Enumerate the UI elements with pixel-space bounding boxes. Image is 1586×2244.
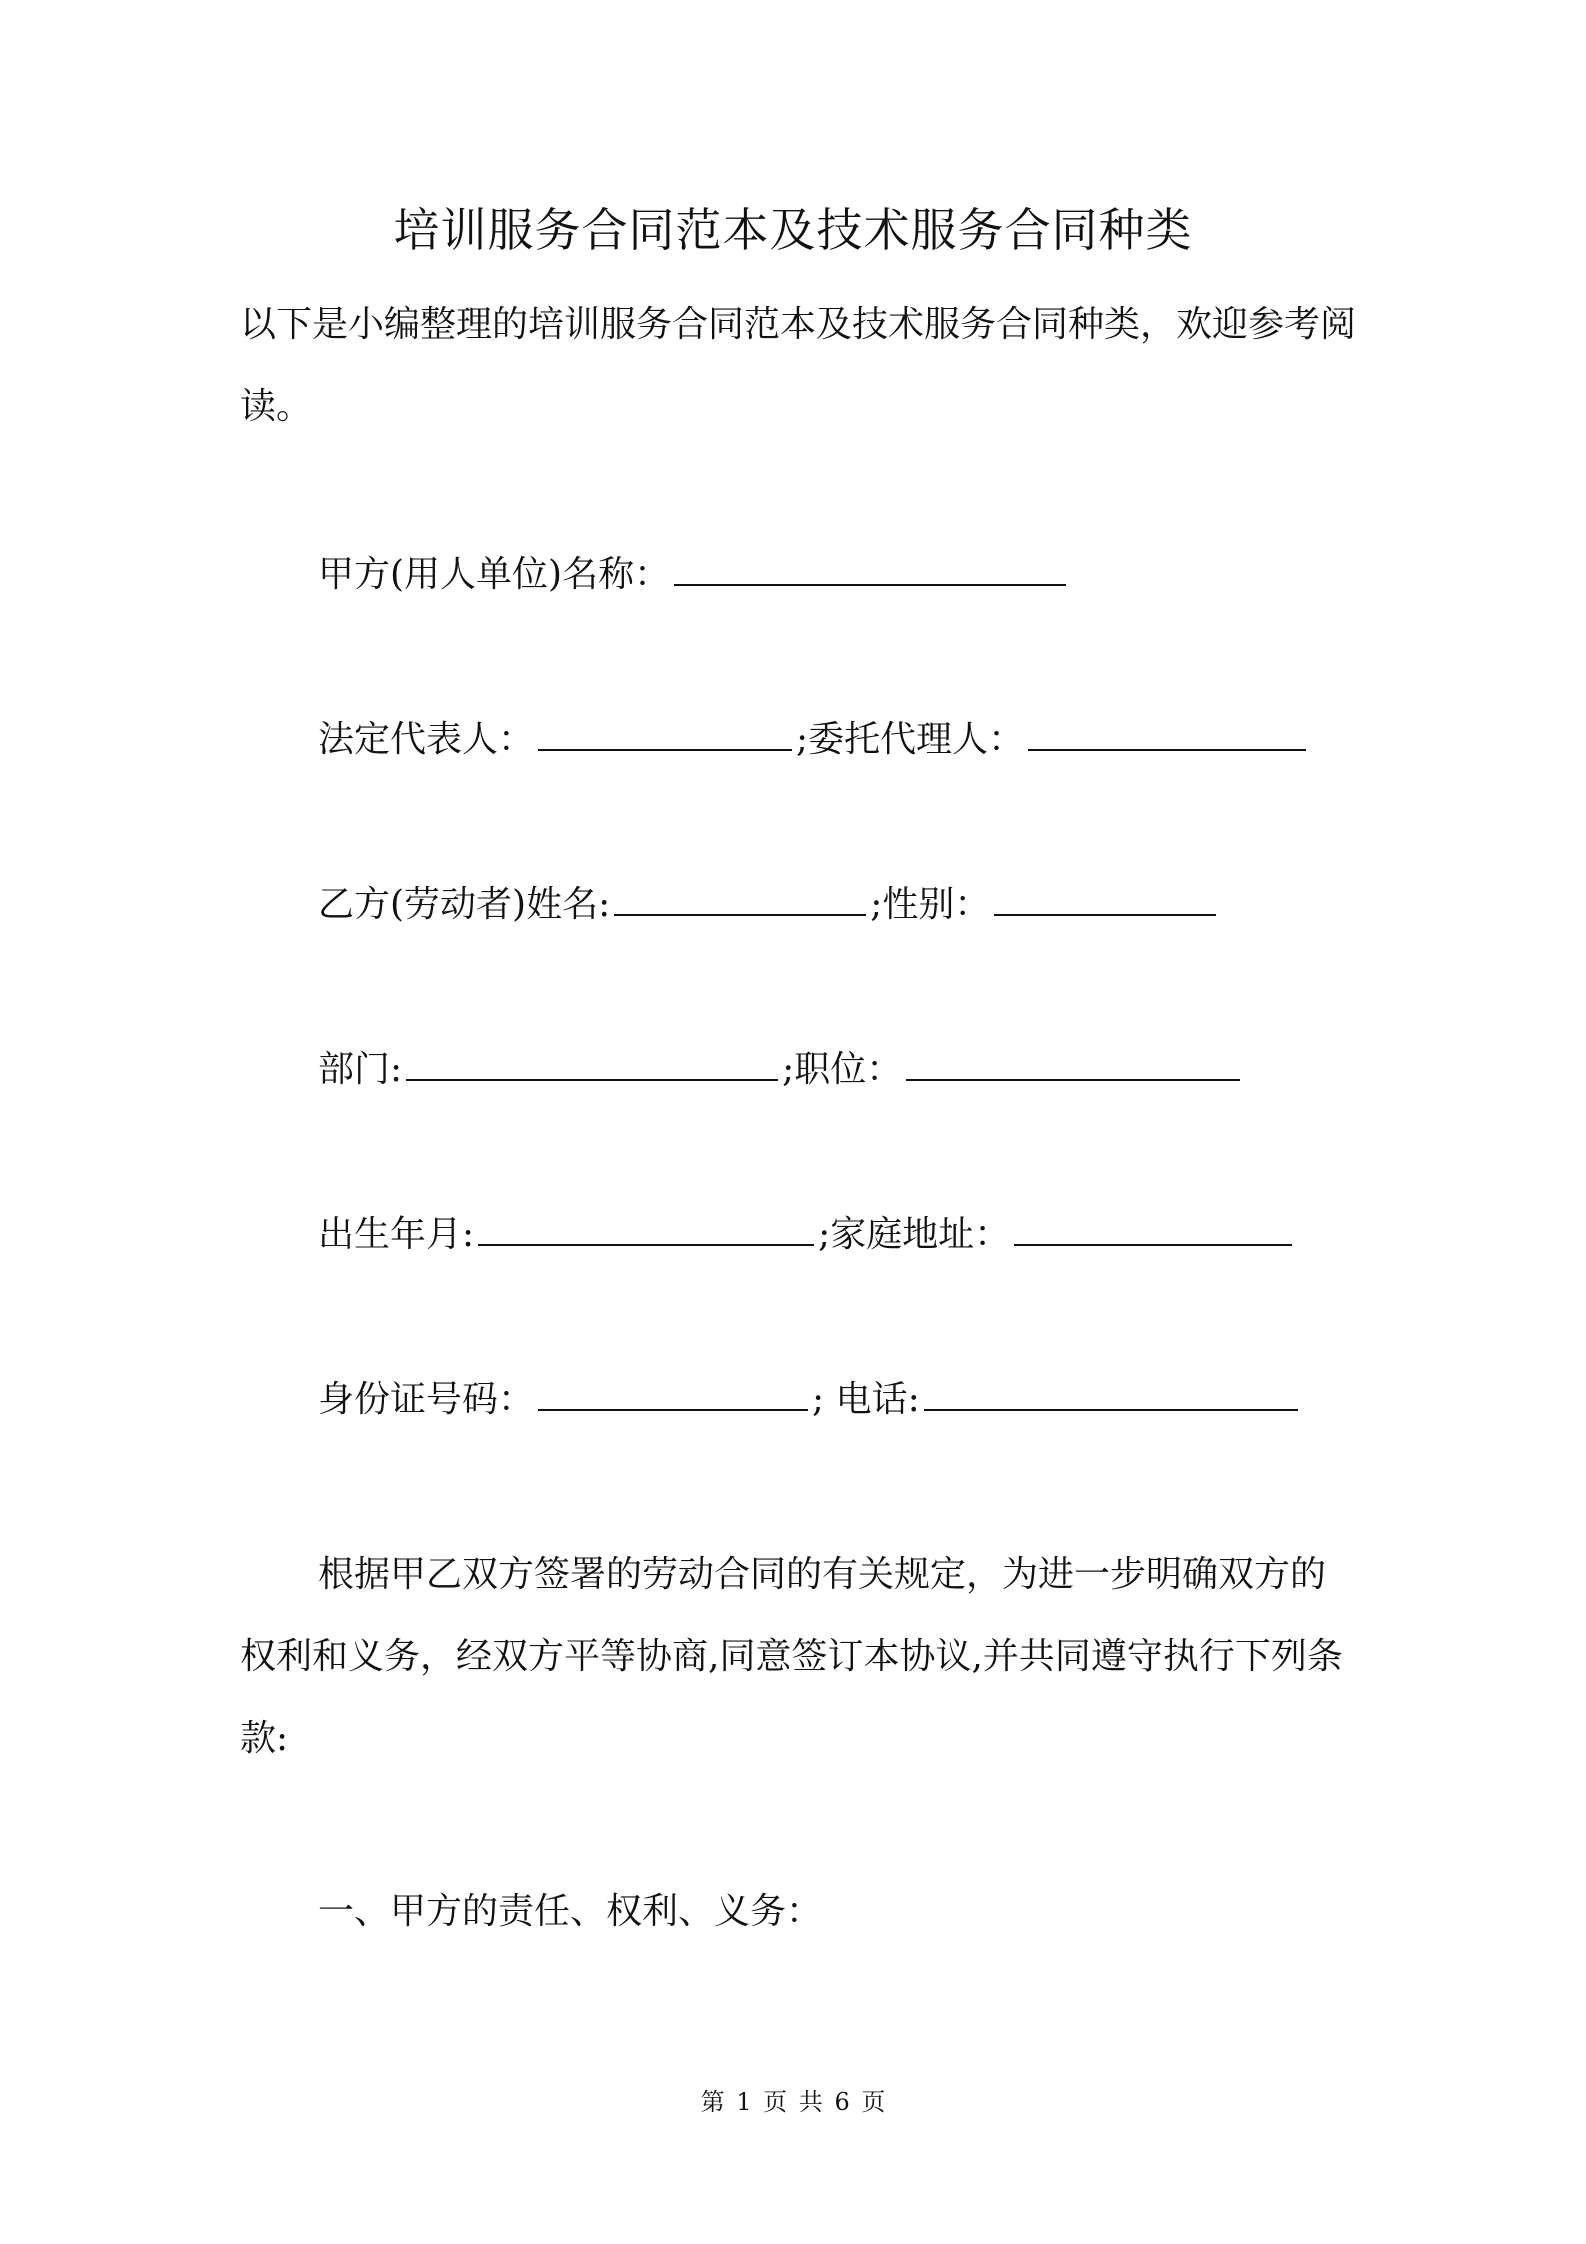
agent-blank: [1028, 713, 1306, 751]
party-a-name-label: 甲方(用人单位)名称：: [318, 554, 671, 595]
party-b-name-blank: [614, 878, 866, 916]
gender-blank: [994, 878, 1216, 916]
position-blank: [906, 1043, 1240, 1081]
party-b-name-label: 乙方(劳动者)姓名:: [318, 884, 611, 925]
birth-label: 出生年月:: [318, 1214, 475, 1255]
id-number-blank: [538, 1373, 808, 1411]
address-label: ;家庭地址：: [818, 1214, 1011, 1255]
birth-blank: [478, 1208, 814, 1246]
section-heading-1: 一、甲方的责任、权利、义务：: [318, 1891, 823, 1932]
department-blank: [406, 1043, 778, 1081]
id-phone-row: [318, 1373, 1302, 1425]
representative-row: [318, 713, 1310, 765]
position-label: ;职位：: [782, 1049, 903, 1090]
party-a-name-blank: [674, 548, 1066, 586]
document-title: 培训服务合同范本及技术服务合同种类: [393, 203, 1193, 257]
intro-paragraph: 以下是小编整理的培训服务合同范本及技术服务合同种类，欢迎参考阅读。: [240, 304, 1357, 427]
party-a-name-row: [318, 548, 1070, 600]
legal-rep-label: 法定代表人：: [318, 719, 535, 760]
address-blank: [1014, 1208, 1292, 1246]
agent-label: ;委托代理人：: [796, 719, 1025, 760]
phone-blank: [924, 1373, 1298, 1411]
department-label: 部门:: [318, 1049, 403, 1090]
body-paragraph: 根据甲乙双方签署的劳动合同的有关规定，为进一步明确双方的权利和义务，经双方平等协商,同意签订本协议,并共同遵守执行下列条款:: [240, 1554, 1343, 1759]
department-row: [318, 1043, 1244, 1095]
legal-rep-blank: [538, 713, 792, 751]
party-b-row: [318, 878, 1220, 930]
id-number-label: 身份证号码：: [318, 1379, 535, 1420]
gender-label: ;性别：: [870, 884, 991, 925]
page-footer: 第 1 页 共 6 页: [700, 2088, 886, 2116]
phone-label: ; 电话:: [812, 1379, 920, 1420]
birth-address-row: [318, 1208, 1296, 1260]
